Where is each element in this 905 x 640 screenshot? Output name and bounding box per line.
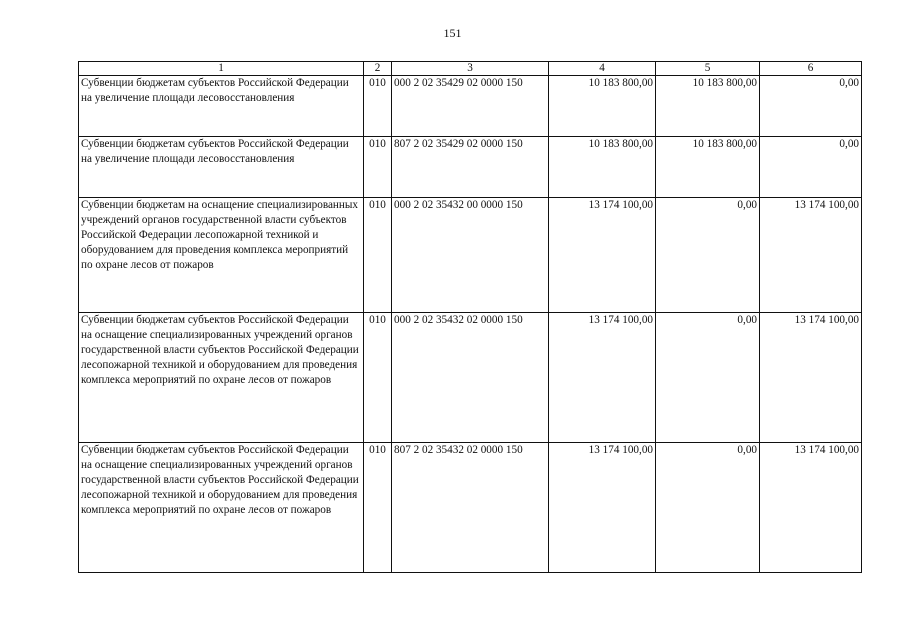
row-col4-amount-cell: 10 183 800,00 [549, 137, 656, 198]
row-budget-code-cell: 807 2 02 35432 02 0000 150 [392, 443, 549, 573]
row-name-cell: Субвенции бюджетам субъектов Российской Федерации на оснащение специализированных учреждений органов государственной власти субъектов Российской Федерации лесопожарной техникой и оборудованием для проведения комплекса мероприятий по охране лесов от пожаров [79, 443, 364, 573]
row-col5-amount-cell: 10 183 800,00 [656, 137, 760, 198]
row-admin-code-cell: 010 [364, 443, 392, 573]
row-admin-code-cell: 010 [364, 313, 392, 443]
row-col6-amount-cell: 0,00 [760, 76, 862, 137]
row-col4-amount-cell: 13 174 100,00 [549, 198, 656, 313]
table-row [79, 313, 862, 443]
table-header-row [79, 62, 862, 76]
table-row [79, 137, 862, 198]
row-col5-amount-cell: 0,00 [656, 313, 760, 443]
row-name-cell: Субвенции бюджетам субъектов Российской Федерации на увеличение площади лесовосстановления [79, 137, 364, 198]
budget-table [78, 61, 862, 573]
row-admin-code-cell: 010 [364, 137, 392, 198]
row-col5-amount-cell: 0,00 [656, 443, 760, 573]
row-col5-amount-cell: 0,00 [656, 198, 760, 313]
row-admin-code-cell: 010 [364, 76, 392, 137]
table-row [79, 443, 862, 573]
column-header-1: 1 [79, 62, 364, 76]
row-col4-amount-cell: 13 174 100,00 [549, 443, 656, 573]
row-name-cell: Субвенции бюджетам на оснащение специализированных учреждений органов государственной власти субъектов Российской Федерации лесопожарной техникой и оборудованием для проведения комплекса мероприятий по охране лесов от пожаров [79, 198, 364, 313]
table-row [79, 76, 862, 137]
row-col6-amount-cell: 13 174 100,00 [760, 313, 862, 443]
column-header-5: 5 [656, 62, 760, 76]
row-name-cell: Субвенции бюджетам субъектов Российской Федерации на увеличение площади лесовосстановления [79, 76, 364, 137]
column-header-2: 2 [364, 62, 392, 76]
row-col4-amount-cell: 13 174 100,00 [549, 313, 656, 443]
page-number: 151 [443, 26, 462, 40]
row-col6-amount-cell: 13 174 100,00 [760, 198, 862, 313]
row-budget-code-cell: 000 2 02 35429 02 0000 150 [392, 76, 549, 137]
row-budget-code-cell: 807 2 02 35429 02 0000 150 [392, 137, 549, 198]
row-admin-code-cell: 010 [364, 198, 392, 313]
row-col6-amount-cell: 0,00 [760, 137, 862, 198]
row-name-cell: Субвенции бюджетам субъектов Российской Федерации на оснащение специализированных учреждений органов государственной власти субъектов Российской Федерации лесопожарной техникой и оборудованием для проведения комплекса мероприятий по охране лесов от пожаров [79, 313, 364, 443]
row-budget-code-cell: 000 2 02 35432 00 0000 150 [392, 198, 549, 313]
row-col4-amount-cell: 10 183 800,00 [549, 76, 656, 137]
row-col6-amount-cell: 13 174 100,00 [760, 443, 862, 573]
row-col5-amount-cell: 10 183 800,00 [656, 76, 760, 137]
column-header-3: 3 [392, 62, 549, 76]
column-header-6: 6 [760, 62, 862, 76]
row-budget-code-cell: 000 2 02 35432 02 0000 150 [392, 313, 549, 443]
table-row [79, 198, 862, 313]
column-header-4: 4 [549, 62, 656, 76]
